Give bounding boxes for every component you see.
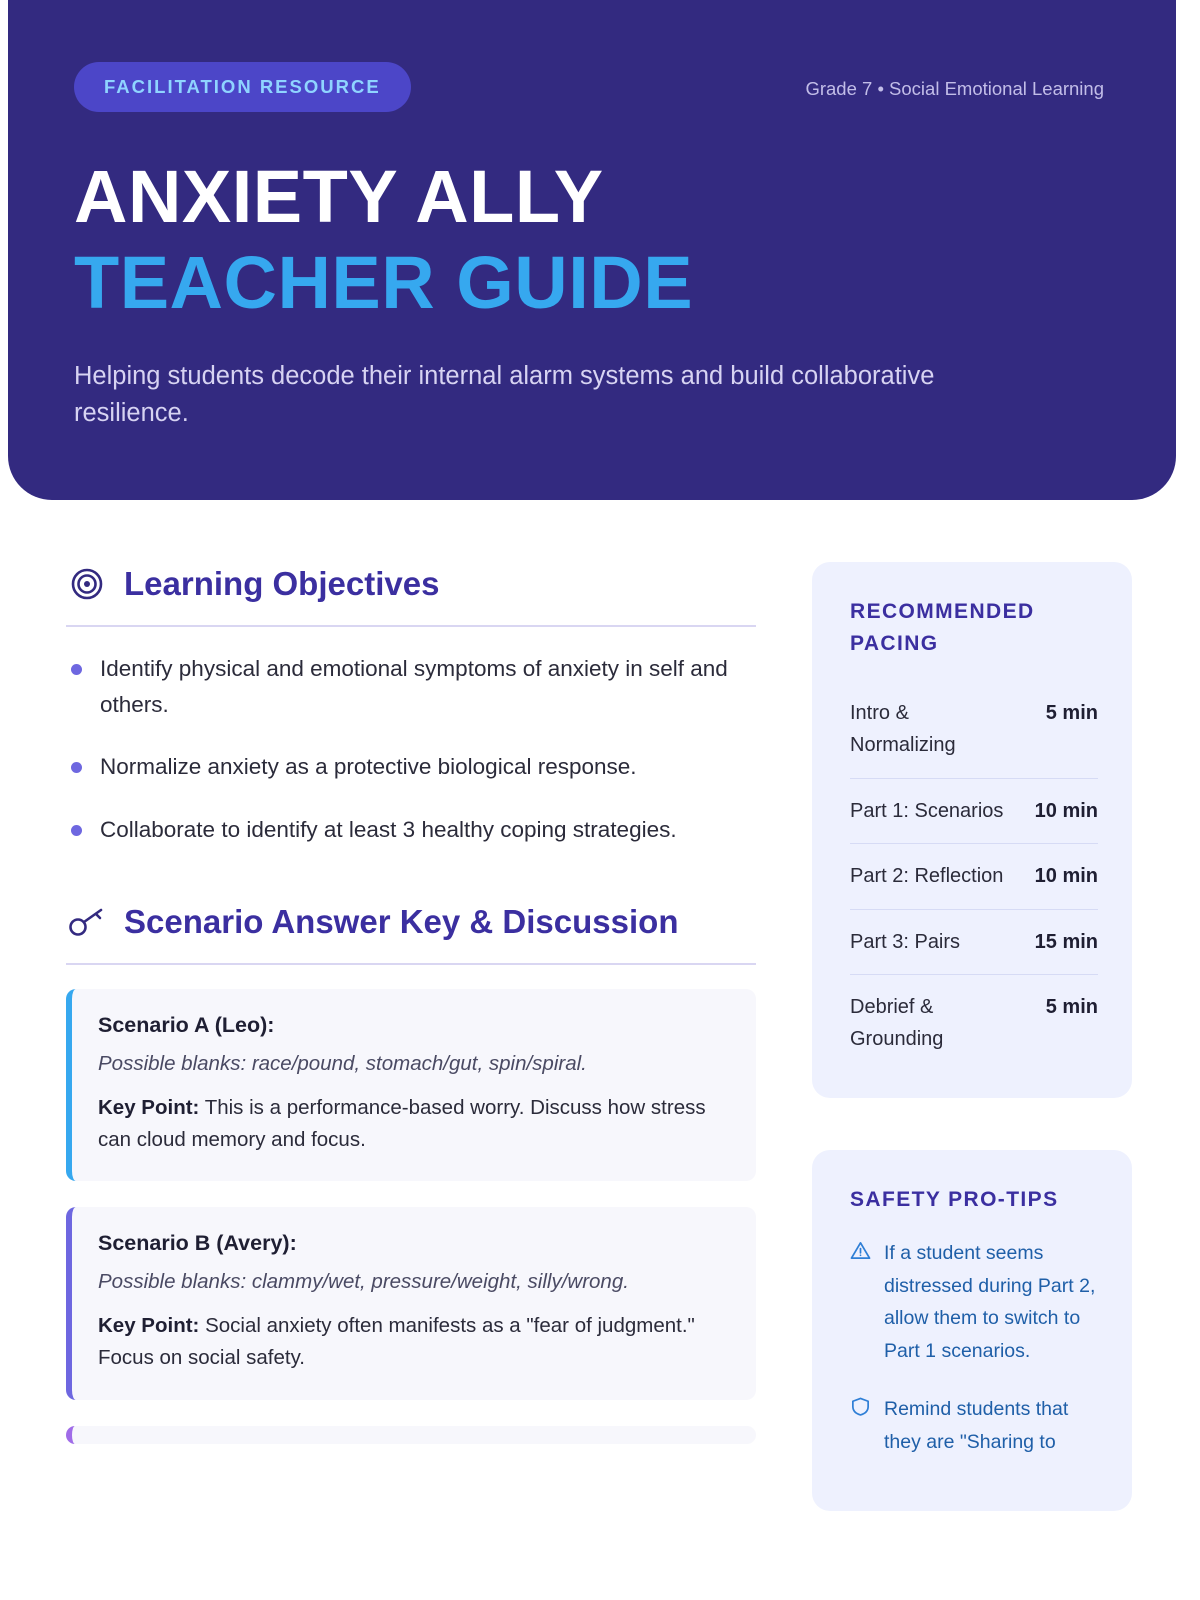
list-item: Identify physical and emotional symptoms of anxiety in self and others. — [66, 651, 756, 724]
sidebar-column — [812, 562, 1132, 1511]
pacing-row — [850, 910, 1098, 975]
document-header — [8, 0, 1176, 500]
page-subtitle: Helping students decode their internal alarm systems and build collaborative resilience. — [74, 362, 935, 427]
safety-card — [812, 1150, 1132, 1511]
key-point-label: Key Point: — [98, 1314, 200, 1338]
list-item: Collaborate to identify at least 3 healthy coping strategies. — [66, 812, 756, 848]
pacing-label: Part 1: Scenarios — [850, 799, 1004, 822]
scenario-blanks: Possible blanks: race/pound, stomach/gut, spin/spiral. — [98, 1051, 587, 1075]
scenario-card — [66, 989, 756, 1182]
pacing-card-title: RECOMMENDED PACING — [850, 600, 1035, 655]
key-point-label: Key Point: — [98, 1095, 200, 1119]
main-column — [66, 562, 756, 1511]
pacing-value: 10 min — [1034, 799, 1098, 822]
grade-subject-meta: Grade 7 • Social Emotional Learning — [805, 78, 1104, 99]
pacing-value: 5 min — [1045, 702, 1098, 724]
scenario-key-point — [98, 1310, 730, 1374]
pacing-row — [850, 844, 1098, 909]
resource-type-badge: FACILITATION RESOURCE — [74, 62, 411, 112]
warning-triangle-icon — [850, 1237, 872, 1367]
list-item: Normalize anxiety as a protective biological response. — [66, 749, 756, 785]
pacing-label: Part 3: Pairs — [850, 930, 961, 953]
pacing-value: 5 min — [1045, 995, 1098, 1018]
pacing-row — [850, 975, 1098, 1072]
pacing-label: Debrief & Grounding — [850, 995, 944, 1051]
section-divider — [66, 963, 756, 965]
safety-tip — [850, 1393, 1098, 1458]
safety-card-title: SAFETY PRO-TIPS — [850, 1187, 1059, 1211]
scenario-key-point — [98, 1092, 730, 1156]
shield-icon — [850, 1393, 872, 1458]
scenario-card-partial — [66, 1426, 756, 1444]
document-body — [0, 500, 1200, 1511]
answer-key-heading — [66, 900, 756, 945]
pacing-card — [812, 562, 1132, 1098]
pacing-value: 15 min — [1034, 930, 1098, 953]
pacing-row — [850, 779, 1098, 844]
scenario-name: Scenario B (Avery): — [98, 1231, 297, 1256]
learning-objectives-title: Learning Objectives — [124, 565, 440, 602]
page-title-line1: ANXIETY ALLY — [74, 155, 604, 238]
answer-key-title: Scenario Answer Key & Discussion — [124, 903, 679, 941]
scenario-blanks: Possible blanks: clammy/wet, pressure/weight, silly/wrong. — [98, 1270, 629, 1294]
safety-tip-text: Remind students that they are "Sharing to — [884, 1398, 1069, 1454]
scenario-card — [66, 1207, 756, 1400]
page-title-line2: TEACHER GUIDE — [74, 241, 694, 324]
key-point-text: This is a performance-based worry. Discuss how stress can cloud memory and focus. — [98, 1095, 706, 1151]
pacing-label: Part 2: Reflection — [850, 865, 1004, 888]
scenario-name: Scenario A (Leo): — [98, 1012, 275, 1037]
key-icon — [66, 906, 108, 942]
objectives-list — [66, 651, 756, 849]
key-point-text: Social anxiety often manifests as a "fear of judgment." Focus on social safety. — [98, 1314, 695, 1370]
pacing-row — [850, 681, 1098, 779]
pacing-label: Intro & Normalizing — [850, 702, 956, 757]
section-divider — [66, 625, 756, 627]
learning-objectives-heading — [66, 562, 756, 607]
target-icon — [66, 567, 108, 601]
safety-tip — [850, 1237, 1098, 1367]
pacing-value: 10 min — [1034, 865, 1098, 888]
safety-tip-text: If a student seems distressed during Part 2, allow them to switch to Part 1 scenarios. — [884, 1242, 1096, 1362]
